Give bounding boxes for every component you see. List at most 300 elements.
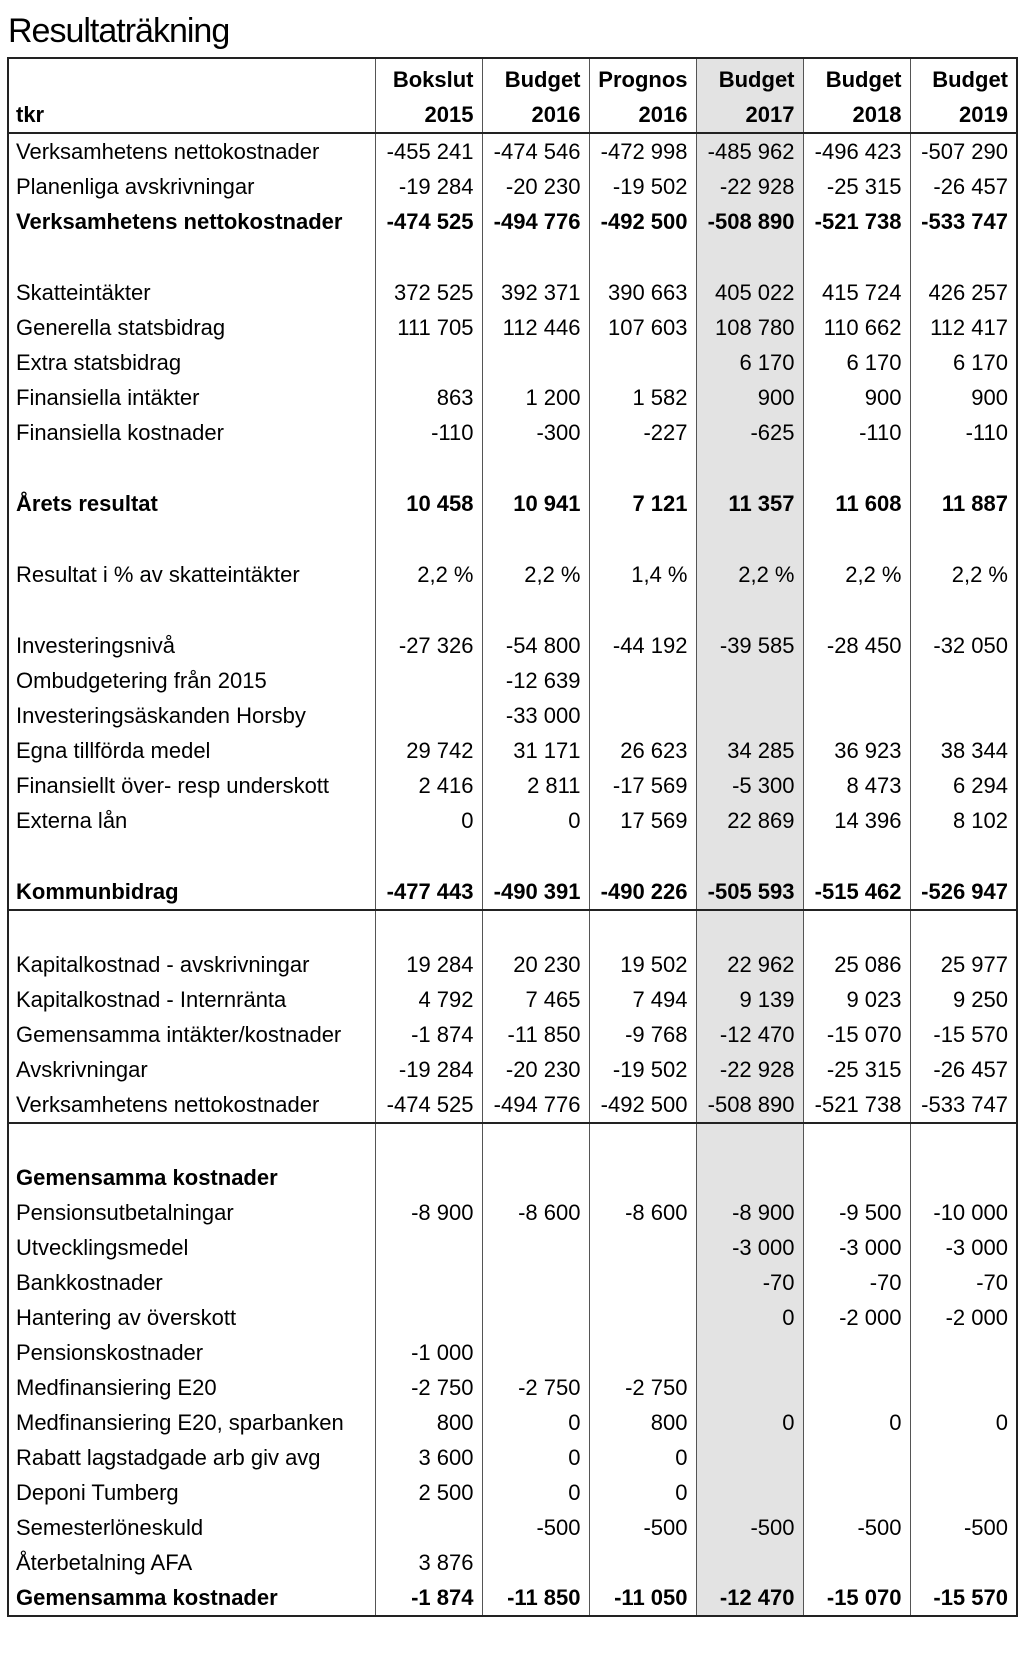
value-cell: -44 192 (589, 628, 696, 663)
value-cell (910, 1545, 1017, 1580)
value-cell (375, 910, 482, 947)
income-statement-table (7, 57, 1018, 1617)
row-label (8, 838, 375, 874)
value-cell: 2,2 % (803, 557, 910, 592)
value-cell (482, 1160, 589, 1195)
value-cell: -496 423 (803, 133, 910, 169)
value-cell: -15 570 (910, 1017, 1017, 1052)
table-row (8, 380, 1017, 415)
table-row (8, 698, 1017, 733)
value-cell (375, 838, 482, 874)
value-cell: 0 (482, 1440, 589, 1475)
value-cell: 0 (803, 1405, 910, 1440)
table-row (8, 557, 1017, 592)
value-cell: -9 768 (589, 1017, 696, 1052)
value-cell: 8 473 (803, 768, 910, 803)
table-row (8, 1510, 1017, 1545)
value-cell: -1 874 (375, 1017, 482, 1052)
value-cell: -521 738 (803, 1087, 910, 1123)
row-label: Verksamhetens nettokostnader (8, 1087, 375, 1123)
row-label: Ombudgetering från 2015 (16, 668, 267, 693)
value-cell (696, 521, 803, 557)
value-cell: -19 284 (375, 169, 482, 204)
table-row (8, 275, 1017, 310)
value-cell: -22 928 (696, 1052, 803, 1087)
row-label (8, 450, 375, 486)
value-cell (803, 663, 910, 698)
value-cell (696, 1335, 803, 1370)
value-cell: -505 593 (696, 874, 803, 910)
row-label: Hantering av överskott (16, 1305, 237, 1330)
row-label: Medfinansiering E20 (16, 1375, 217, 1400)
value-cell: -227 (589, 415, 696, 450)
value-cell: -625 (696, 415, 803, 450)
value-cell: 0 (482, 803, 589, 838)
value-cell (589, 521, 696, 557)
value-cell: -492 500 (589, 204, 696, 239)
value-cell: 800 (589, 1405, 696, 1440)
value-cell: -500 (696, 1510, 803, 1545)
value-cell: 1,4 % (589, 557, 696, 592)
value-cell: 34 285 (696, 733, 803, 768)
row-label: Pensionskostnader (16, 1340, 204, 1365)
value-cell: 4 792 (375, 982, 482, 1017)
value-cell (482, 1335, 589, 1370)
value-cell: -490 391 (482, 874, 589, 910)
value-cell (910, 450, 1017, 486)
value-cell: 0 (696, 1405, 803, 1440)
value-cell: 31 171 (482, 733, 589, 768)
value-cell: -110 (910, 415, 1017, 450)
value-cell (910, 910, 1017, 947)
value-cell: -508 890 (696, 1087, 803, 1123)
value-cell: 426 257 (910, 275, 1017, 310)
value-cell (910, 698, 1017, 733)
value-cell: -490 226 (589, 874, 696, 910)
value-cell: 25 086 (803, 947, 910, 982)
value-cell (803, 521, 910, 557)
value-cell: -28 450 (803, 628, 910, 663)
value-cell: -3 000 (910, 1230, 1017, 1265)
value-cell (910, 1160, 1017, 1195)
value-cell: 14 396 (803, 803, 910, 838)
row-label: Skatteintäkter (16, 280, 151, 305)
table-row (8, 1230, 1017, 1265)
value-cell (375, 1230, 482, 1265)
value-cell (803, 1335, 910, 1370)
value-cell (803, 910, 910, 947)
table-row (8, 733, 1017, 768)
value-cell: 111 705 (375, 310, 482, 345)
value-cell: -12 470 (696, 1580, 803, 1616)
row-label: Verksamhetens nettokostnader (16, 209, 343, 234)
value-cell: -11 850 (482, 1580, 589, 1616)
value-cell: -474 546 (482, 133, 589, 169)
row-label: Egna tillförda medel (16, 738, 211, 763)
value-cell: -19 502 (589, 169, 696, 204)
value-cell (375, 1160, 482, 1195)
value-cell: -477 443 (375, 874, 482, 910)
row-label: Investeringsäskanden Horsby (16, 703, 306, 728)
value-cell (696, 1475, 803, 1510)
value-cell: 22 869 (696, 803, 803, 838)
row-label: Bankkostnader (16, 1270, 163, 1295)
value-cell: 6 170 (910, 345, 1017, 380)
value-cell (910, 663, 1017, 698)
value-cell (696, 698, 803, 733)
column-header-year: 2017 (696, 97, 803, 133)
value-cell: -1 874 (375, 1580, 482, 1616)
column-header-type: Budget (482, 58, 589, 97)
value-cell: -507 290 (910, 133, 1017, 169)
value-cell: -70 (910, 1265, 1017, 1300)
value-cell: -521 738 (803, 204, 910, 239)
value-cell (482, 239, 589, 275)
column-header-type: Prognos (589, 58, 696, 97)
value-cell: 108 780 (696, 310, 803, 345)
value-cell: -19 502 (589, 1052, 696, 1087)
table-row (8, 133, 1017, 169)
table-row (8, 1440, 1017, 1475)
value-cell: -39 585 (696, 628, 803, 663)
table-row (8, 310, 1017, 345)
value-cell: 1 582 (589, 380, 696, 415)
value-cell (482, 592, 589, 628)
value-cell (482, 1300, 589, 1335)
value-cell: -2 000 (910, 1300, 1017, 1335)
table-row (8, 1405, 1017, 1440)
value-cell: -17 569 (589, 768, 696, 803)
value-cell: -15 070 (803, 1017, 910, 1052)
value-cell: -494 776 (482, 204, 589, 239)
value-cell (375, 1300, 482, 1335)
row-label: Återbetalning AFA (16, 1550, 193, 1575)
value-cell (589, 698, 696, 733)
value-cell: 11 887 (910, 486, 1017, 521)
spacer-row (8, 910, 1017, 947)
value-cell: 405 022 (696, 275, 803, 310)
row-label: Kommunbidrag (8, 874, 375, 910)
value-cell: 2,2 % (696, 557, 803, 592)
row-label: Externa lån (16, 808, 128, 833)
value-cell (375, 698, 482, 733)
value-cell: 36 923 (803, 733, 910, 768)
table-row (8, 874, 1017, 910)
value-cell (589, 1335, 696, 1370)
table-row (8, 947, 1017, 982)
value-cell (375, 521, 482, 557)
value-cell: 0 (589, 1440, 696, 1475)
spacer-row (8, 450, 1017, 486)
value-cell (482, 1123, 589, 1160)
value-cell (375, 592, 482, 628)
row-label: Utvecklingsmedel (16, 1235, 189, 1260)
value-cell (482, 345, 589, 380)
value-cell (803, 1123, 910, 1160)
value-cell: 112 446 (482, 310, 589, 345)
value-cell: 9 250 (910, 982, 1017, 1017)
value-cell (803, 1160, 910, 1195)
value-cell: 2,2 % (910, 557, 1017, 592)
value-cell: 20 230 (482, 947, 589, 982)
value-cell: -533 747 (910, 204, 1017, 239)
value-cell: 390 663 (589, 275, 696, 310)
value-cell (482, 1545, 589, 1580)
value-cell: 392 371 (482, 275, 589, 310)
value-cell: -33 000 (482, 698, 589, 733)
value-cell: -15 570 (910, 1580, 1017, 1616)
value-cell (910, 1370, 1017, 1405)
value-cell (375, 239, 482, 275)
table-row (8, 803, 1017, 838)
value-cell: -8 600 (589, 1195, 696, 1230)
value-cell (375, 1123, 482, 1160)
row-label: Semesterlöneskuld (16, 1515, 204, 1540)
value-cell (589, 663, 696, 698)
value-cell: -508 890 (696, 204, 803, 239)
value-cell: 2,2 % (375, 557, 482, 592)
table-row (8, 628, 1017, 663)
value-cell (375, 1510, 482, 1545)
row-label: Kapitalkostnad - Internränta (16, 987, 287, 1012)
column-header-year: 2016 (482, 97, 589, 133)
value-cell: -15 070 (803, 1580, 910, 1616)
value-cell (589, 1230, 696, 1265)
value-cell: -20 230 (482, 169, 589, 204)
value-cell: -494 776 (482, 1087, 589, 1123)
table-row (8, 1335, 1017, 1370)
value-cell (482, 910, 589, 947)
table-row (8, 1370, 1017, 1405)
value-cell: -9 500 (803, 1195, 910, 1230)
value-cell: -500 (482, 1510, 589, 1545)
column-header-year: 2018 (803, 97, 910, 133)
value-cell: -492 500 (589, 1087, 696, 1123)
value-cell: -54 800 (482, 628, 589, 663)
value-cell: 2 416 (375, 768, 482, 803)
value-cell: -25 315 (803, 169, 910, 204)
value-cell: -2 000 (803, 1300, 910, 1335)
value-cell: -455 241 (375, 133, 482, 169)
row-label: Medfinansiering E20, sparbanken (16, 1410, 344, 1435)
column-header-type: Budget (696, 58, 803, 97)
value-cell (803, 838, 910, 874)
row-label: Verksamhetens nettokostnader (16, 139, 320, 164)
row-label: Avskrivningar (16, 1057, 148, 1082)
value-cell: -110 (803, 415, 910, 450)
value-cell (803, 1545, 910, 1580)
value-cell (589, 239, 696, 275)
value-cell: -500 (589, 1510, 696, 1545)
row-label: Extra statsbidrag (16, 350, 182, 375)
table-row (8, 415, 1017, 450)
value-cell: -70 (696, 1265, 803, 1300)
table-row (8, 768, 1017, 803)
table-row (8, 1160, 1017, 1195)
row-label: Årets resultat (16, 491, 158, 516)
value-cell: 7 121 (589, 486, 696, 521)
value-cell (803, 239, 910, 275)
value-cell: 10 458 (375, 486, 482, 521)
value-cell: -5 300 (696, 768, 803, 803)
value-cell: -8 900 (375, 1195, 482, 1230)
value-cell (482, 1230, 589, 1265)
value-cell: 107 603 (589, 310, 696, 345)
row-label: Resultat i % av skatteintäkter (16, 562, 300, 587)
value-cell: 900 (803, 380, 910, 415)
value-cell: 19 284 (375, 947, 482, 982)
header-row-bottom (8, 97, 1017, 133)
value-cell (910, 521, 1017, 557)
table-row (8, 1195, 1017, 1230)
page-title: Resultaträkning (8, 12, 230, 50)
value-cell (696, 1123, 803, 1160)
value-cell (910, 239, 1017, 275)
value-cell: 112 417 (910, 310, 1017, 345)
value-cell: 863 (375, 380, 482, 415)
value-cell (589, 1160, 696, 1195)
value-cell: -474 525 (375, 204, 482, 239)
row-label: Finansiella intäkter (16, 385, 200, 410)
row-label (8, 592, 375, 628)
value-cell: -300 (482, 415, 589, 450)
spacer-row (8, 838, 1017, 874)
value-cell: 8 102 (910, 803, 1017, 838)
row-label (8, 1123, 375, 1160)
row-label: Gemensamma intäkter/kostnader (16, 1022, 342, 1047)
value-cell: -12 470 (696, 1017, 803, 1052)
table-row (8, 1475, 1017, 1510)
value-cell: 372 525 (375, 275, 482, 310)
value-cell: 29 742 (375, 733, 482, 768)
row-label (8, 239, 375, 275)
value-cell (910, 1335, 1017, 1370)
value-cell: -22 928 (696, 169, 803, 204)
value-cell: 26 623 (589, 733, 696, 768)
value-cell (803, 1475, 910, 1510)
value-cell: 0 (910, 1405, 1017, 1440)
value-cell: -3 000 (696, 1230, 803, 1265)
row-label: Kapitalkostnad - avskrivningar (16, 952, 310, 977)
value-cell (589, 1300, 696, 1335)
row-label: Finansiella kostnader (16, 420, 224, 445)
value-cell (482, 1265, 589, 1300)
row-label: Pensionsutbetalningar (16, 1200, 234, 1225)
value-cell (910, 1475, 1017, 1510)
table-row (8, 1087, 1017, 1123)
value-cell: -27 326 (375, 628, 482, 663)
row-label: Investeringsnivå (16, 633, 175, 658)
value-cell (589, 592, 696, 628)
value-cell (696, 663, 803, 698)
value-cell (696, 450, 803, 486)
value-cell (803, 1370, 910, 1405)
value-cell (589, 1123, 696, 1160)
value-cell: 7 465 (482, 982, 589, 1017)
value-cell: 25 977 (910, 947, 1017, 982)
value-cell: -2 750 (482, 1370, 589, 1405)
row-label: Planenliga avskrivningar (16, 174, 255, 199)
value-cell: -19 284 (375, 1052, 482, 1087)
value-cell: 38 344 (910, 733, 1017, 768)
value-cell: 900 (910, 380, 1017, 415)
value-cell (696, 1440, 803, 1475)
value-cell (696, 910, 803, 947)
value-cell (482, 450, 589, 486)
row-label (8, 910, 375, 947)
value-cell (375, 345, 482, 380)
spacer-row (8, 592, 1017, 628)
value-cell (589, 838, 696, 874)
value-cell: -8 600 (482, 1195, 589, 1230)
value-cell: 0 (482, 1475, 589, 1510)
value-cell: 9 139 (696, 982, 803, 1017)
value-cell: 1 200 (482, 380, 589, 415)
value-cell: -485 962 (696, 133, 803, 169)
table-row (8, 1580, 1017, 1616)
value-cell: 10 941 (482, 486, 589, 521)
value-cell (589, 1545, 696, 1580)
table-row (8, 1300, 1017, 1335)
value-cell: -533 747 (910, 1087, 1017, 1123)
table-row (8, 663, 1017, 698)
row-label (8, 521, 375, 557)
column-header-year: 2019 (910, 97, 1017, 133)
value-cell: 9 023 (803, 982, 910, 1017)
value-cell: 0 (482, 1405, 589, 1440)
value-cell (589, 450, 696, 486)
table-row (8, 204, 1017, 239)
value-cell: 22 962 (696, 947, 803, 982)
value-cell: -110 (375, 415, 482, 450)
value-cell (696, 1370, 803, 1405)
row-label: Deponi Tumberg (16, 1480, 179, 1505)
value-cell: 11 357 (696, 486, 803, 521)
value-cell: -26 457 (910, 1052, 1017, 1087)
value-cell: -32 050 (910, 628, 1017, 663)
value-cell (696, 1545, 803, 1580)
value-cell: 2 500 (375, 1475, 482, 1510)
row-label: Gemensamma kostnader (16, 1585, 278, 1610)
header-label-top (8, 58, 375, 97)
value-cell: 0 (589, 1475, 696, 1510)
spacer-row (8, 239, 1017, 275)
value-cell: -472 998 (589, 133, 696, 169)
value-cell (375, 663, 482, 698)
value-cell (696, 1160, 803, 1195)
value-cell (589, 1265, 696, 1300)
value-cell: 7 494 (589, 982, 696, 1017)
value-cell: 6 170 (803, 345, 910, 380)
table-row (8, 169, 1017, 204)
value-cell: 2,2 % (482, 557, 589, 592)
table-row (8, 1017, 1017, 1052)
spacer-row (8, 521, 1017, 557)
value-cell: -26 457 (910, 169, 1017, 204)
value-cell (803, 698, 910, 733)
value-cell: -10 000 (910, 1195, 1017, 1230)
unit-label: tkr (8, 97, 375, 133)
table-row (8, 982, 1017, 1017)
value-cell: 900 (696, 380, 803, 415)
value-cell: -2 750 (375, 1370, 482, 1405)
column-header-year: 2016 (589, 97, 696, 133)
table-row (8, 1052, 1017, 1087)
value-cell (910, 838, 1017, 874)
value-cell (482, 838, 589, 874)
value-cell (696, 592, 803, 628)
value-cell: 415 724 (803, 275, 910, 310)
